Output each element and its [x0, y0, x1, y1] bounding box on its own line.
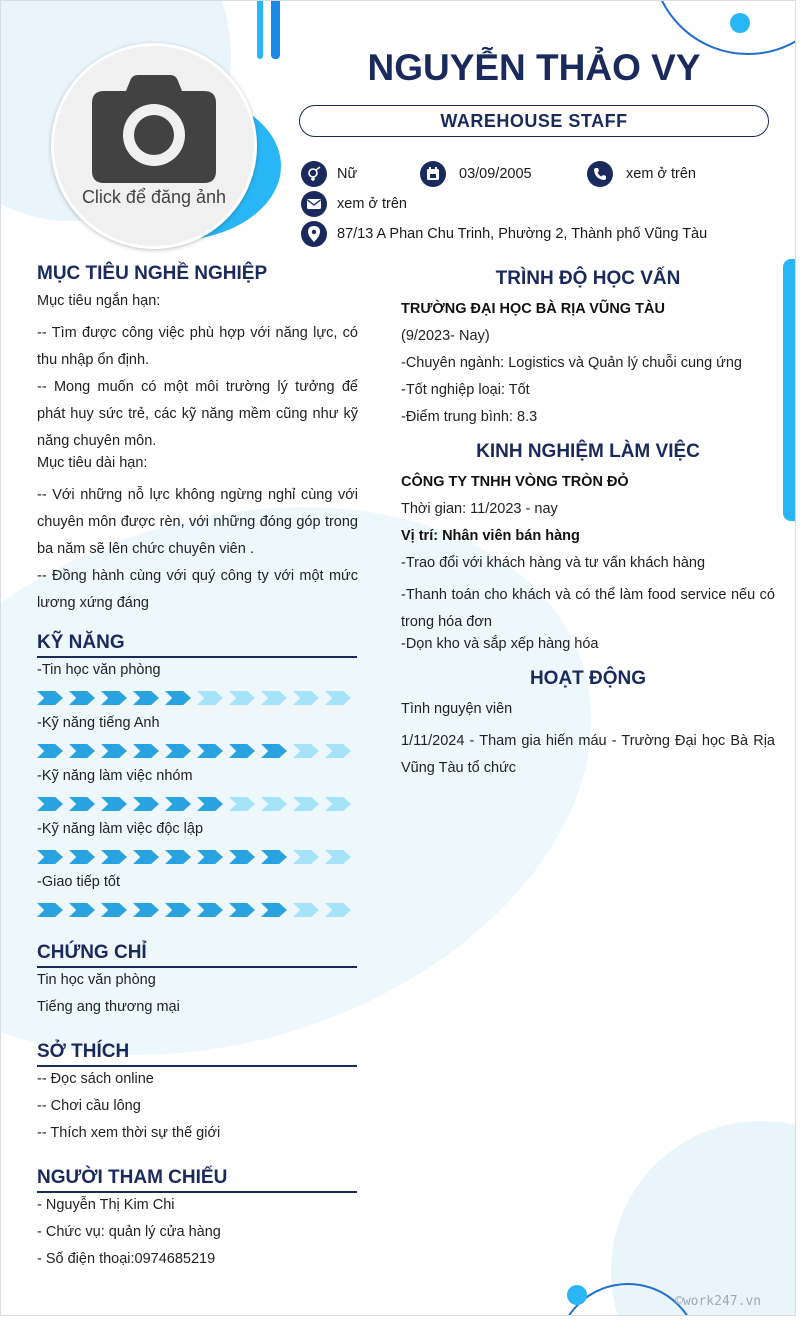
gender-value: Nữ [337, 166, 358, 182]
skill-level-chevron [197, 797, 223, 811]
section-divider [37, 1191, 357, 1193]
section-title-skills: KỸ NĂNG [37, 632, 125, 653]
skill-level-chevron [197, 744, 223, 758]
hobby-item: -- Đọc sách online [37, 1071, 154, 1087]
skill-level-chevron [325, 744, 351, 758]
skill-level-chevron [261, 691, 287, 705]
decor-dot-bottom-right [567, 1285, 587, 1305]
skill-name: -Giao tiếp tốt [37, 874, 121, 890]
skill-level-chevron [293, 903, 319, 917]
job-title: WAREHOUSE STAFF [299, 105, 769, 137]
skill-level-bar [37, 797, 351, 811]
phone-value: xem ở trên [626, 166, 696, 182]
skill-level-chevron [165, 850, 191, 864]
section-divider [37, 656, 357, 658]
photo-caption: Click để đăng ảnh [81, 186, 227, 207]
skill-level-chevron [293, 850, 319, 864]
skill-level-bar [37, 744, 351, 758]
section-divider [37, 966, 357, 968]
skill-level-chevron [101, 744, 127, 758]
email-icon [301, 191, 327, 217]
experience-company: CÔNG TY TNHH VÒNG TRÒN ĐỎ [401, 474, 629, 490]
objective-long-2: -- Đồng hành cùng với quý công ty với một mức lương xứng đáng [37, 568, 358, 611]
skill-level-chevron [69, 797, 95, 811]
skill-level-chevron [325, 850, 351, 864]
hobby-item: -- Chơi cầu lông [37, 1098, 141, 1114]
section-title-hobbies: SỞ THÍCH [37, 1041, 130, 1062]
skill-level-bar [37, 691, 351, 705]
skill-name: -Kỹ năng làm việc độc lập [37, 821, 204, 837]
email-value: xem ở trên [337, 196, 407, 212]
education-school: TRƯỜNG ĐẠI HỌC BÀ RỊA VŨNG TÀU [401, 301, 665, 317]
section-title-certificates: CHỨNG CHỈ [37, 942, 147, 963]
education-period: (9/2023- Nay) [401, 328, 490, 344]
objective-short-label: Mục tiêu ngắn hạn: [37, 293, 161, 309]
skill-level-chevron [325, 797, 351, 811]
experience-duty: -Dọn kho và sắp xếp hàng hóa [401, 636, 599, 652]
location-icon [301, 221, 327, 247]
section-title-activities: HOẠT ĐỘNG [529, 668, 647, 689]
skill-level-chevron [133, 850, 159, 864]
skill-level-chevron [229, 691, 255, 705]
section-title-education: TRÌNH ĐỘ HỌC VẤN [495, 268, 681, 289]
reference-item: - Nguyễn Thị Kim Chi [37, 1197, 175, 1213]
section-title-references: NGƯỜI THAM CHIẾU [37, 1167, 228, 1188]
experience-time: Thời gian: 11/2023 - nay [401, 501, 558, 517]
skill-level-chevron [69, 744, 95, 758]
skill-level-chevron [261, 744, 287, 758]
decor-side-strip [783, 259, 796, 521]
skill-level-chevron [37, 903, 63, 917]
experience-position: Vị trí: Nhân viên bán hàng [401, 528, 580, 544]
skill-level-chevron [101, 850, 127, 864]
skill-level-chevron [229, 850, 255, 864]
skill-level-chevron [165, 903, 191, 917]
certificate-item: Tin học văn phòng [37, 972, 156, 988]
candidate-name: NGUYỄN THẢO VY [367, 47, 701, 88]
phone-icon [587, 161, 613, 187]
skill-level-chevron [133, 797, 159, 811]
education-grade: -Tốt nghiệp loại: Tốt [401, 382, 530, 398]
skill-name: -Tin học văn phòng [37, 662, 161, 678]
section-divider [37, 1065, 357, 1067]
reference-item: - Chức vụ: quản lý cửa hàng [37, 1224, 221, 1240]
skill-name: -Kỹ năng làm việc nhóm [37, 768, 193, 784]
decor-dot-top-right [730, 13, 750, 33]
education-major: -Chuyên ngành: Logistics và Quản lý chuỗi cung ứng [401, 355, 742, 371]
activity-role: Tình nguyện viên [401, 701, 513, 717]
decor-bar [257, 1, 263, 59]
skill-level-chevron [101, 691, 127, 705]
dob-value: 03/09/2005 [459, 166, 532, 182]
education-gpa: -Điểm trung bình: 8.3 [401, 409, 538, 425]
skill-level-chevron [261, 903, 287, 917]
skill-level-chevron [69, 691, 95, 705]
skill-level-chevron [325, 691, 351, 705]
skill-level-chevron [101, 903, 127, 917]
decor-bar [271, 1, 280, 59]
skill-level-bar [37, 850, 351, 864]
skill-level-chevron [101, 797, 127, 811]
skill-level-chevron [229, 797, 255, 811]
hobby-item: -- Thích xem thời sự thế giới [37, 1125, 221, 1141]
certificate-item: Tiếng ang thương mại [37, 999, 180, 1015]
section-title-objective: MỤC TIÊU NGHỀ NGHIỆP [37, 263, 268, 284]
skill-level-chevron [133, 691, 159, 705]
skill-level-chevron [165, 691, 191, 705]
activity-detail: 1/11/2024 - Tham gia hiến máu - Trường Đại học Bà Rịa Vũng Tàu tổ chức [401, 733, 775, 776]
skill-level-chevron [261, 850, 287, 864]
objective-short-2: -- Mong muốn có một môi trường lý tưởng để phát huy sức trẻ, các kỹ năng mềm cũng như kỹ năng chuyên môn. [37, 379, 358, 449]
address-value: 87/13 A Phan Chu Trinh, Phường 2, Thành phố Vũng Tàu [337, 226, 708, 242]
camera-icon [90, 73, 218, 185]
section-title-experience: KINH NGHIỆM LÀM VIỆC [476, 441, 700, 462]
skill-level-chevron [37, 797, 63, 811]
photo-upload[interactable] [51, 43, 257, 249]
skill-level-chevron [261, 797, 287, 811]
skill-level-chevron [165, 797, 191, 811]
skill-level-chevron [197, 691, 223, 705]
skill-level-chevron [133, 744, 159, 758]
skill-level-chevron [229, 744, 255, 758]
skill-level-bar [37, 903, 351, 917]
skill-level-chevron [37, 850, 63, 864]
skill-level-chevron [133, 903, 159, 917]
skill-level-chevron [37, 744, 63, 758]
skill-level-chevron [197, 850, 223, 864]
gender-icon [301, 161, 327, 187]
objective-short-1: -- Tìm được công việc phù hợp với năng lực, có thu nhập ổn định. [37, 325, 358, 368]
skill-level-chevron [229, 903, 255, 917]
watermark: ©work247.vn [675, 1294, 762, 1309]
calendar-icon [420, 161, 446, 187]
objective-long-1: -- Với những nỗ lực không ngừng nghỉ cùng với chuyên môn được rèn, với những đóng góp trong ba năm sẽ lên chức chuyên viên . [37, 487, 358, 557]
skill-level-chevron [37, 691, 63, 705]
skill-level-chevron [293, 744, 319, 758]
skill-level-chevron [293, 691, 319, 705]
reference-item: - Số điện thoại:0974685219 [37, 1251, 216, 1267]
objective-long-label: Mục tiêu dài hạn: [37, 455, 148, 471]
skill-level-chevron [165, 744, 191, 758]
experience-duty: -Trao đổi với khách hàng và tư vấn khách hàng [401, 555, 706, 571]
skill-name: -Kỹ năng tiếng Anh [37, 715, 160, 731]
skill-level-chevron [69, 850, 95, 864]
experience-duty: -Thanh toán cho khách và có thể làm food service nếu có trong hóa đơn [401, 587, 775, 630]
skill-level-chevron [197, 903, 223, 917]
skill-level-chevron [69, 903, 95, 917]
skill-level-chevron [293, 797, 319, 811]
skill-level-chevron [325, 903, 351, 917]
